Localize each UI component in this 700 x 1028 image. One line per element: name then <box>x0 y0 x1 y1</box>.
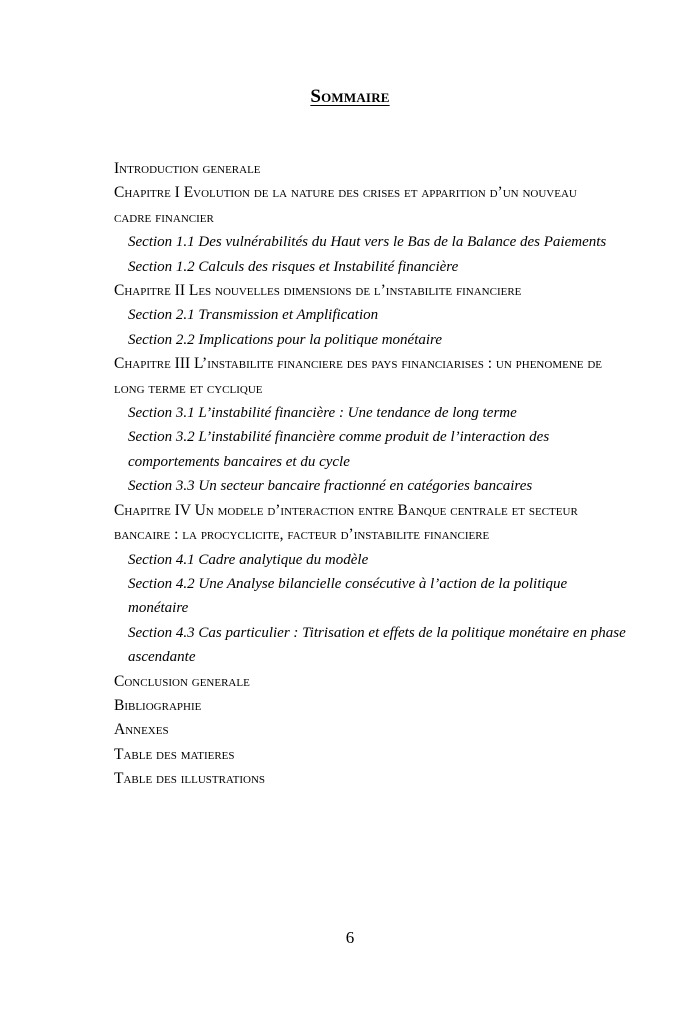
table-of-contents <box>114 157 626 792</box>
toc-chapitre-2[interactable]: Chapitre II Les nouvelles dimensions de l’instabilite financiere <box>114 282 522 300</box>
toc-chapitre-4-line1[interactable]: Chapitre IV Un modele d’interaction entre Banque centrale et secteur <box>114 501 578 519</box>
toc-chapitre-1-line1[interactable]: Chapitre I Evolution de la nature des crises et apparition d’un nouveau <box>114 184 577 202</box>
toc-section-3-3[interactable]: Section 3.3 Un secteur bancaire fractionné en catégories bancaires <box>128 478 533 495</box>
toc-section-4-3-line2[interactable]: ascendante <box>128 649 196 666</box>
toc-table-matieres[interactable]: Table des matieres <box>114 745 235 763</box>
toc-section-1-1[interactable]: Section 1.1 Des vulnérabilités du Haut vers le Bas de la Balance des Paiements <box>128 234 607 251</box>
toc-section-2-1[interactable]: Section 2.1 Transmission et Amplification <box>128 307 379 324</box>
toc-section-4-3-line1[interactable]: Section 4.3 Cas particulier : Titrisation et effets de la politique monétaire en phase <box>128 624 626 641</box>
toc-introduction[interactable]: Introduction generale <box>114 160 261 177</box>
toc-section-2-2[interactable]: Section 2.2 Implications pour la politique monétaire <box>128 331 442 348</box>
toc-section-3-1[interactable]: Section 3.1 L’instabilité financière : Une tendance de long terme <box>128 405 517 422</box>
toc-chapitre-3-line1[interactable]: Chapitre III L’instabilite financiere des pays financiarises : un phenomene de <box>114 355 603 373</box>
toc-section-3-2-line1[interactable]: Section 3.2 L’instabilité financière comme produit de l’interaction des <box>128 429 550 446</box>
page-title: Sommaire <box>310 86 390 107</box>
toc-conclusion[interactable]: Conclusion generale <box>114 672 250 690</box>
toc-chapitre-3-line2[interactable]: long terme et cyclique <box>114 379 263 397</box>
toc-chapitre-4-line2[interactable]: bancaire : la procyclicite, facteur d’instabilite financiere <box>114 526 490 544</box>
toc-chapitre-1-line2[interactable]: cadre financier <box>114 208 214 226</box>
toc-section-4-2-line2[interactable]: monétaire <box>128 600 189 617</box>
toc-section-1-2[interactable]: Section 1.2 Calculs des risques et Instabilité financière <box>128 258 459 275</box>
toc-annexes[interactable]: Annexes <box>114 721 169 739</box>
toc-section-3-2-line2[interactable]: comportements bancaires et du cycle <box>128 453 350 470</box>
page-number: 6 <box>345 928 355 947</box>
toc-table-illustrations[interactable]: Table des illustrations <box>114 770 266 788</box>
toc-bibliographie[interactable]: Bibliographie <box>114 696 202 714</box>
toc-section-4-2-line1[interactable]: Section 4.2 Une Analyse bilancielle consécutive à l’action de la politique <box>128 575 568 592</box>
toc-section-4-1[interactable]: Section 4.1 Cadre analytique du modèle <box>128 551 369 568</box>
